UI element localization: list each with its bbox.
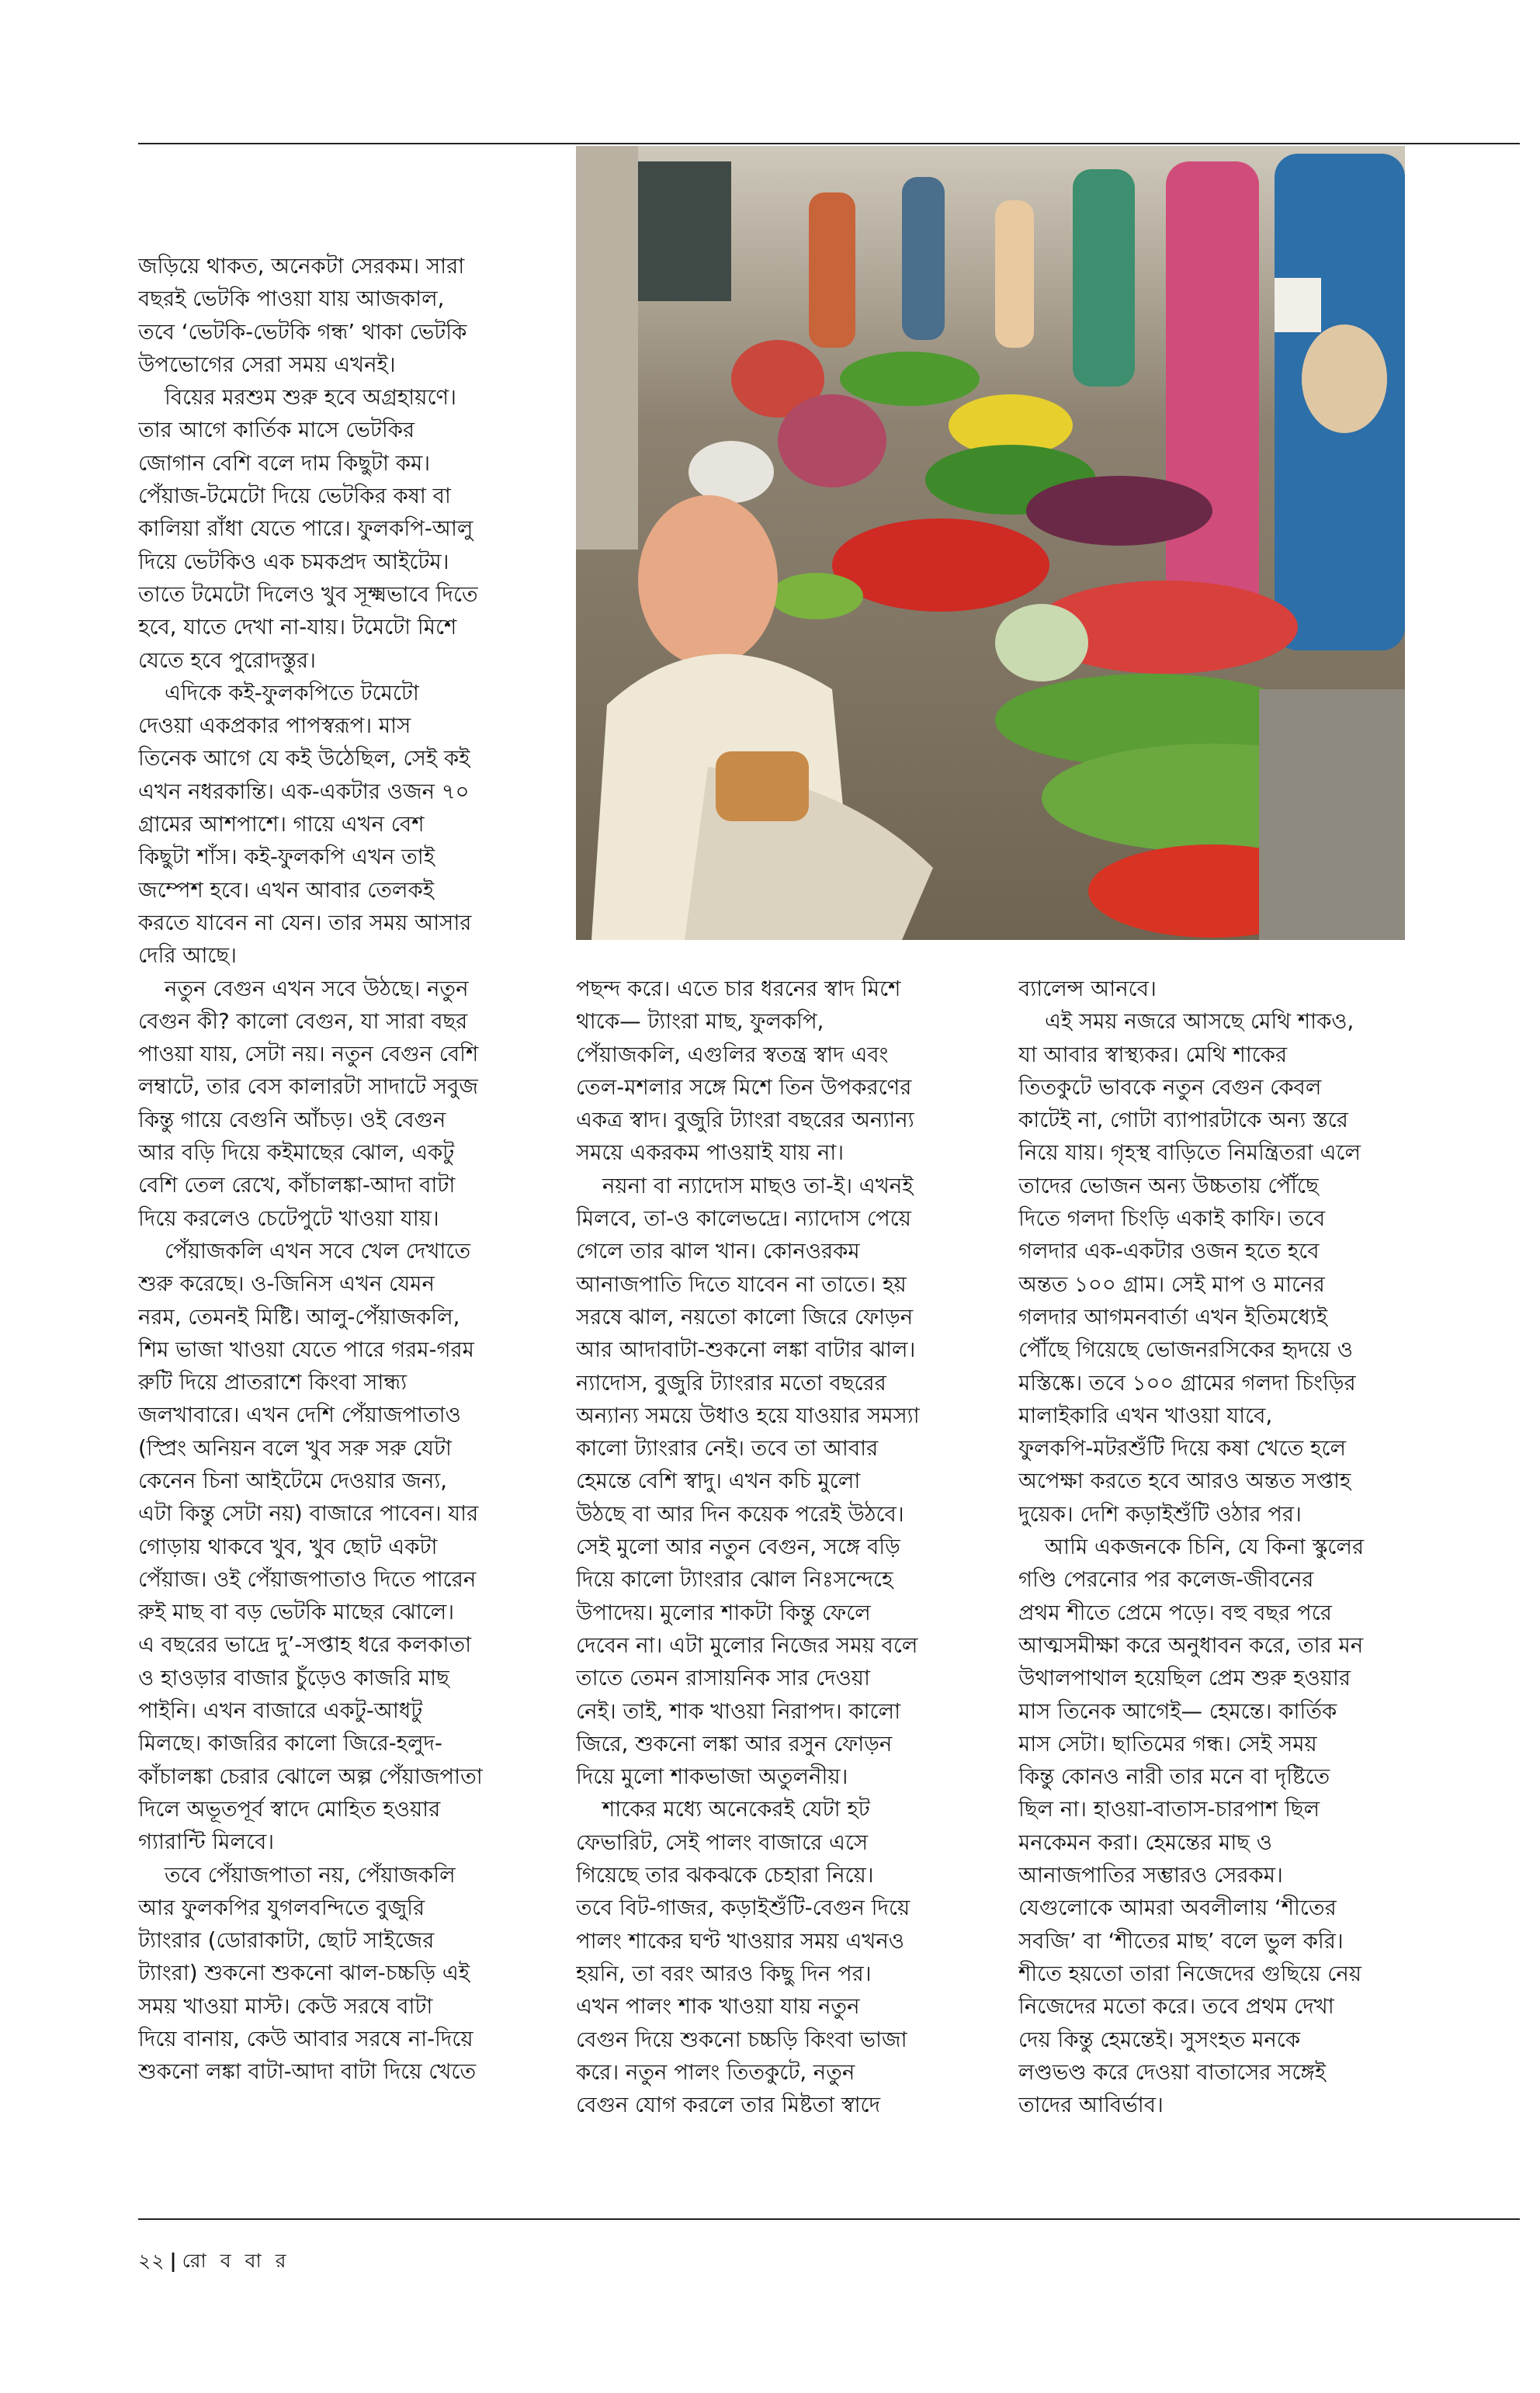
text-line: গোড়ায় থাকবে খুব, খুব ছোট একটা	[138, 1534, 438, 1559]
text-line: দেবেন না। এটা মুলোর নিজের সময় বলে	[576, 1632, 918, 1658]
text-line: শিম ভাজা খাওয়া যেতে পারে গরম-গরম	[138, 1337, 474, 1362]
text-line: অপেক্ষা করতে হবে আরও অন্তত সপ্তাহ	[1018, 1469, 1351, 1494]
text-line: জলখাবারে। এখন দেশি পেঁয়াজপাতাও	[138, 1403, 461, 1428]
text-line: লণ্ডভণ্ড করে দেওয়া বাতাসের সঙ্গেই	[1018, 2059, 1327, 2085]
text-line: এ বছরের ভাদ্রে দু’-সপ্তাহ ধরে কলকাতা	[138, 1632, 472, 1658]
text-line: গ্যারান্টি মিলবে।	[138, 1829, 275, 1855]
text-line: আর ফুলকপির যুগলবন্দিতে বুজুরি	[138, 1895, 425, 1920]
text-line: আর বড়ি দিয়ে কইমাছের ঝোল, একটু	[138, 1140, 455, 1166]
text-line: শীতে হয়তো তারা নিজেদের গুছিয়ে নেয়	[1018, 1961, 1362, 1986]
text-line: এই সময় নজরে আসছে মেথি শাকও,	[1045, 1009, 1354, 1035]
text-line: তিনেক আগে যে কই উঠেছিল, সেই কই	[138, 746, 470, 772]
text-line: মালাইকারি এখন খাওয়া যাবে,	[1018, 1403, 1273, 1428]
text-line: কালিয়া রাঁধা যেতে পারে। ফুলকপি-আলু	[138, 516, 473, 542]
text-line: যেতে হবে পুরোদস্তুর।	[138, 647, 316, 673]
text-line: রুটি দিয়ে প্রাতরাশে কিংবা সান্ধ্য	[138, 1370, 408, 1396]
text-line: উঠছে বা আর দিন কয়েক পরেই উঠবে।	[576, 1501, 904, 1527]
text-line: তবে বিট-গাজর, কড়াইশুঁটি-বেগুন দিয়ে	[576, 1895, 910, 1921]
handbag	[1302, 324, 1387, 433]
text-line: থাকে— ট্যাংরা মাছ, ফুলকপি,	[576, 1009, 824, 1035]
bottom-rule	[138, 2218, 1520, 2220]
text-line: বিয়ের মরশুম শুরু হবে অগ্রহায়ণে।	[165, 385, 456, 411]
text-line: গলদার এক-একটার ওজন হতে হবে	[1018, 1239, 1320, 1264]
text-line: আমি একজনকে চিনি, যে কিনা স্কুলের	[1045, 1535, 1365, 1560]
text-line: সময় খাওয়া মাস্ট। কেউ সরষে বাটা	[138, 1993, 433, 2019]
text-line: এখন নধরকান্তি। এক-একটার ওজন ৭০	[138, 779, 470, 804]
text-line: গণ্ডি পেরনোর পর কলেজ-জীবনের	[1018, 1567, 1314, 1593]
text-line: এখন পালং শাক খাওয়া যায় নতুন	[576, 1994, 860, 2020]
text-line: নয়না বা ন্যাদোস মাছও তা-ই। এখনই	[602, 1173, 914, 1198]
shopper-pink	[1166, 161, 1259, 627]
text-line: জোগান বেশি বলে দাম কিছুটা কম।	[138, 450, 431, 476]
text-line: মাস সেটা। ছাতিমের গন্ধ। সেই সময়	[1018, 1731, 1317, 1757]
text-line: ব্যালেন্স আনবে।	[1018, 976, 1157, 1001]
text-line: দেয় কিন্তু হেমন্তেই। সুসংহত মনকে	[1018, 2027, 1301, 2052]
magazine-name: রো ব বা র	[182, 2249, 290, 2272]
text-line: ফেভারিট, সেই পালং বাজারে এসে	[576, 1829, 869, 1855]
text-line: শুরু করেছে। ও-জিনিস এখন যেমন	[138, 1271, 435, 1297]
page-footer	[138, 2246, 290, 2279]
paper-sheet	[1275, 278, 1321, 332]
text-line: কিছুটা শাঁস। কই-ফুলকপি এখন তাই	[138, 844, 435, 870]
text-line: সবজি’ বা ‘শীতের মাছ’ বলে ভুল করি।	[1018, 1928, 1344, 1954]
text-line: দিলে অভূতপূর্ব স্বাদে মোহিত হওয়ার	[138, 1796, 441, 1822]
text-line: যা আবার স্বাস্থ্যকর। মেথি শাকের	[1018, 1042, 1288, 1067]
shopper-beige	[995, 200, 1034, 348]
text-line: তিতকুটে ভাবকে নতুন বেগুন কেবল	[1018, 1074, 1322, 1100]
text-line: এদিকে কই-ফুলকপিতে টমেটো	[165, 680, 419, 706]
text-line: নিয়ে যায়। গৃহস্থ বাড়িতে নিমন্ত্রিতরা এলে	[1018, 1140, 1361, 1166]
text-line: করতে যাবেন না যেন। তার সময় আসার	[138, 910, 472, 935]
shopper-orange	[809, 192, 855, 348]
text-line: বেশি তেল রেখে, কাঁচালঙ্কা-আদা বাটা	[138, 1173, 456, 1198]
text-line: ও হাওড়ার বাজার চুঁড়েও কাজরি মাছ	[138, 1665, 449, 1691]
shop-board	[638, 161, 731, 301]
text-line: একত্র স্বাদ। বুজুরি ট্যাংরা বছরের অন্যান্য	[576, 1108, 914, 1133]
text-line: মনকেমন করা। হেমন্তের মাছ ও	[1018, 1829, 1272, 1855]
text-line: আত্মসমীক্ষা করে অনুধাবন করে, তার মন	[1018, 1632, 1364, 1658]
pillar	[576, 146, 638, 550]
text-line: গিয়েছে তার ঝকঝকে চেহারা নিয়ে।	[576, 1863, 874, 1888]
cabbage	[995, 604, 1088, 681]
text-line: দেওয়া একপ্রকার পাপস্বরূপ। মাস	[138, 713, 411, 739]
text-line: বেগুন কী? কালো বেগুন, যা সারা বছর	[138, 1008, 468, 1034]
text-line: আনাজপাতি দিতে যাবেন না তাতে। হয়	[576, 1271, 907, 1297]
text-line: পছন্দ করে। এতে চার ধরনের স্বাদ মিশে	[576, 976, 901, 1001]
text-line: সেই মুলো আর নতুন বেগুন, সঙ্গে বড়ি	[576, 1535, 900, 1560]
text-line: দিয়ে বানায়, কেউ আবার সরষে না-দিয়ে	[138, 2027, 473, 2052]
text-line: বেগুন যোগ করলে তার মিষ্টতা স্বাদে	[576, 2093, 881, 2118]
text-line: যেগুলোকে আমরা অবলীলায় ‘শীতের	[1018, 1895, 1337, 1921]
text-line: তাদের আবির্ভাব।	[1018, 2093, 1164, 2118]
text-line: কেনেন চিনা আইটেমে দেওয়ার জন্য,	[138, 1468, 447, 1493]
seller-purple	[778, 394, 886, 487]
text-line: আর আদাবাটা-শুকনো লঙ্কা বাটার ঝাল।	[576, 1337, 916, 1363]
article-column-1	[138, 250, 604, 2206]
text-line: (স্প্রিং অনিয়ন বলে খুব সরু সরু যেটা	[138, 1435, 452, 1461]
text-line: গলদার আগমনবার্তা এখন ইতিমধ্যেই	[1018, 1304, 1328, 1330]
text-line: দিতে গলদা চিংড়ি একাই কাফি। তবে	[1018, 1206, 1326, 1232]
text-line: গেলে তার ঝাল খান। কোনওরকম	[576, 1239, 860, 1264]
article-column-2	[576, 973, 1018, 2199]
tomato-pile-1	[832, 518, 1049, 612]
text-line: পৌঁছে গিয়েছে ভোজনরসিকের হৃদয়ে ও	[1018, 1337, 1353, 1363]
old-man-head	[638, 495, 778, 666]
text-line: উপাদেয়। মুলোর শাকটা কিন্তু ফেলে	[576, 1600, 871, 1625]
text-line: হেমন্তে বেশি স্বাদু। এখন কচি মুলো	[576, 1469, 861, 1494]
bread-packet	[716, 751, 809, 821]
eggplant-pile	[1026, 476, 1212, 546]
seller-white	[688, 441, 774, 503]
text-line: গ্রামের আশপাশে। গায়ে এখন বেশ	[138, 812, 425, 838]
text-line: কিন্তু কোনও নারী তার মনে বা দৃষ্টিতে	[1018, 1764, 1330, 1790]
text-line: জড়িয়ে থাকত, অনেকটা সেরকম। সারা	[138, 254, 465, 279]
text-line: পেঁয়াজ-টমেটো দিয়ে ভেটকির কষা বা	[138, 484, 451, 509]
top-rule	[138, 143, 1520, 144]
greens-pile	[840, 352, 980, 406]
text-line: তবে পেঁয়াজপাতা নয়, পেঁয়াজকলি	[165, 1862, 456, 1888]
text-line: অন্যান্য সময়ে উধাও হয়ে যাওয়ার সমস্যা	[576, 1403, 920, 1428]
text-line: ছিল না। হাওয়া-বাতাস-চারপাশ ছিল	[1018, 1797, 1320, 1822]
text-line: নতুন বেগুন এখন সবে উঠছে। নতুন	[165, 976, 469, 1001]
text-line: হয়নি, তা বরং আরও কিছু দিন পর।	[576, 1961, 872, 1986]
text-line: পেঁয়াজ। ওই পেঁয়াজপাতাও দিতে পারেন	[138, 1566, 477, 1592]
article-column-3	[1018, 973, 1484, 2199]
text-line: কাটেই না, গোটা ব্যাপারটাকে অন্য স্তরে	[1018, 1108, 1348, 1133]
footer-separator: |	[169, 2249, 178, 2272]
text-line: দিয়ে ভেটকিও এক চমকপ্রদ আইটেম।	[138, 549, 449, 574]
text-line: কিন্তু গায়ে বেগুনি আঁচড়। ওই বেগুন	[138, 1107, 446, 1132]
text-line: তাতে তেমন রাসায়নিক সার দেওয়া	[576, 1666, 870, 1691]
page-number: ২২	[138, 2249, 165, 2272]
text-line: মস্তিষ্কে। তবে ১০০ গ্রামের গলদা চিংড়ির	[1018, 1370, 1356, 1396]
text-line: দিয়ে করলেও চেটেপুটে খাওয়া যায়।	[138, 1205, 439, 1231]
text-line: ন্যাদোস, বুজুরি ট্যাংরার মতো বছরের	[576, 1370, 886, 1396]
shopper-green	[1073, 169, 1135, 387]
text-line: তবে ‘ভেটকি-ভেটকি গন্ধ’ থাকা ভেটকি	[138, 319, 467, 345]
text-line: রুই মাছ বা বড় ভেটকি মাছের ঝোলে।	[138, 1600, 455, 1625]
text-line: সময়ে একরকম পাওয়াই যায় না।	[576, 1140, 845, 1166]
text-line: পাইনি। এখন বাজারে একটু-আধটু	[138, 1698, 423, 1724]
text-line: হবে, যাতে দেখা না-যায়। টমেটো মিশে	[138, 615, 457, 640]
text-line: জিরে, শুকনো লঙ্কা আর রসুন ফোড়ন	[576, 1731, 893, 1757]
text-line: প্রথম শীতে প্রেমে পড়ে। বহু বছর পরে	[1018, 1600, 1332, 1625]
text-line: মিলবে, তা-ও কালেভদ্রে। ন্যাদোস পেয়ে	[576, 1206, 911, 1232]
text-line: দুয়েক। দেশি কড়াইশুঁটি ওঠার পর।	[1018, 1501, 1302, 1527]
text-line: ট্যাংরার (ডোরাকাটা, ছোট সাইজের	[138, 1928, 435, 1954]
pavement	[1259, 689, 1405, 940]
text-line: তাদের ভোজন অন্য উচ্চতায় পৌঁছে	[1018, 1173, 1319, 1198]
text-line: পালং শাকের ঘণ্ট খাওয়ার সময় এখনও	[576, 1928, 904, 1954]
chili-pile	[770, 573, 863, 619]
text-line: জম্পেশ হবে। এখন আবার তেলকই	[138, 877, 435, 903]
text-line: দিয়ে কালো ট্যাংরার ঝোল নিঃসন্দেহে	[576, 1567, 893, 1593]
text-line: উথালপাথাল হয়েছিল প্রেম শুরু হওয়ার	[1018, 1666, 1351, 1691]
photo-illustration	[576, 146, 1405, 940]
text-line: পাওয়া যায়, সেটা নয়। নতুন বেগুন বেশি	[138, 1042, 479, 1067]
text-line: নেই। তাই, শাক খাওয়া নিরাপদ। কালো	[576, 1698, 901, 1724]
vegetable-market-photo	[576, 146, 1405, 940]
text-line: ফুলকপি-মটরশুঁটি দিয়ে কষা খেতে হলে	[1018, 1436, 1346, 1462]
text-line: নরম, তেমনই মিষ্টি। আলু-পেঁয়াজকলি,	[138, 1304, 460, 1330]
text-line: মিলছে। কাজরির কালো জিরে-হলুদ-	[138, 1731, 442, 1757]
text-line: অন্তত ১০০ গ্রাম। সেই মাপ ও মানের	[1018, 1271, 1325, 1297]
text-line: পেঁয়াজকলি, এগুলির স্বতন্ত্র স্বাদ এবং	[576, 1042, 889, 1067]
text-line: তাতে টমেটো দিলেও খুব সূক্ষ্মভাবে দিতে	[138, 581, 478, 607]
text-line: লম্বাটে, তার বেস কালারটা সাদাটে সবুজ	[138, 1074, 478, 1100]
text-line: শাকের মধ্যে অনেকেরই যেটা হট	[602, 1797, 870, 1822]
text-line: আনাজপাতির সম্ভারও সেরকম।	[1018, 1863, 1283, 1888]
text-line: দেরি আছে।	[138, 943, 237, 969]
text-line: তেল-মশলার সঙ্গে মিশে তিন উপকরণের	[576, 1074, 912, 1100]
text-line: তার আগে কার্তিক মাসে ভেটকির	[138, 418, 415, 443]
text-line: উপভোগের সেরা সময় এখনই।	[138, 352, 396, 377]
text-line: ট্যাংরা) শুকনো শুকনো ঝাল-চচ্চড়ি এই	[138, 1961, 470, 1986]
text-line: কাঁচালঙ্কা চেরার ঝোলে অল্প পেঁয়াজপাতা	[138, 1764, 483, 1789]
text-line: বছরই ভেটকি পাওয়া যায় আজকাল,	[138, 286, 445, 312]
text-line: এটা কিন্তু সেটা নয়) বাজারে পাবেন। যার	[138, 1501, 479, 1527]
text-line: বেগুন দিয়ে শুকনো চচ্চড়ি কিংবা ভাজা	[576, 2027, 907, 2052]
text-line: দিয়ে মুলো শাকভাজা অতুলনীয়।	[576, 1764, 848, 1790]
shopper-blue	[902, 177, 945, 340]
text-line: পেঁয়াজকলি এখন সবে খেল দেখাতে	[165, 1238, 471, 1264]
text-line: কালো ট্যাংরার নেই। তবে তা আবার	[576, 1436, 879, 1462]
text-line: শুকনো লঙ্কা বাটা-আদা বাটা দিয়ে খেতে	[138, 2059, 477, 2085]
text-line: করে। নতুন পালং তিতকুটে, নতুন	[576, 2059, 855, 2085]
text-line: সরষে ঝাল, নয়তো কালো জিরে ফোড়ন	[576, 1304, 914, 1330]
text-line: নিজেদের মতো করে। তবে প্রথম দেখা	[1018, 1994, 1334, 2020]
text-line: মাস তিনেক আগেই— হেমন্তে। কার্তিক	[1018, 1698, 1337, 1724]
